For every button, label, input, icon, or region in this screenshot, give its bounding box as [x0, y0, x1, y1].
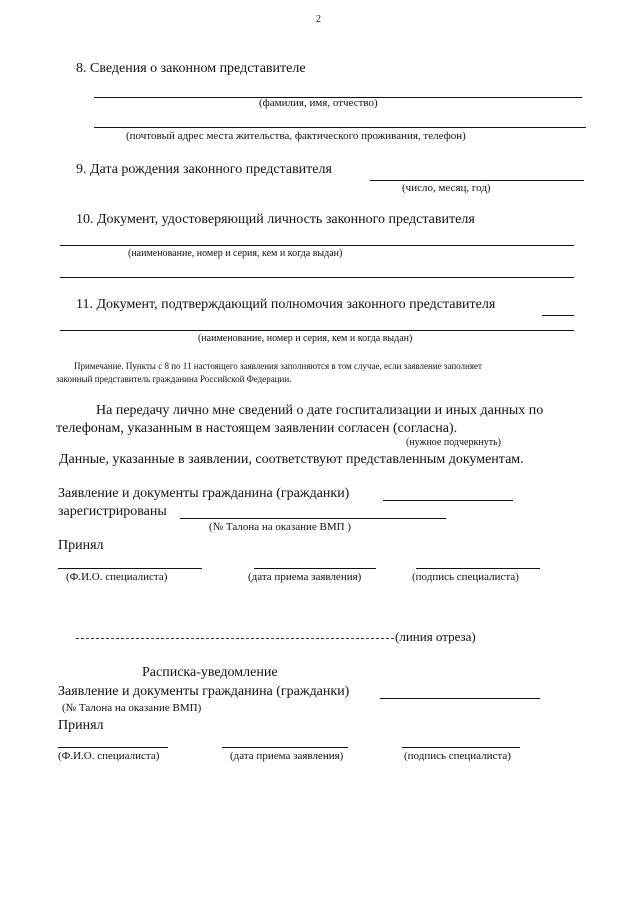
consent-line-1: На передачу лично мне сведений о дате госпитализации и иных данных по: [96, 403, 544, 418]
item8-address-caption: (почтовый адрес места жительства, фактического проживания, телефон): [126, 130, 466, 142]
receipt-fio-line[interactable]: [58, 747, 168, 748]
receipt-date-caption: (дата приема заявления): [230, 750, 344, 762]
registration-accepted: Принял: [58, 538, 104, 553]
cut-dashed-line: [76, 638, 394, 639]
item11-title: 11. Документ, подтверждающий полномочия законного представителя: [76, 297, 496, 312]
receipt-accepted: Принял: [58, 718, 104, 733]
consent-hint: (нужное подчеркнуть): [406, 437, 501, 448]
note-line-2: законный представитель гражданина Российской Федерации.: [56, 374, 292, 384]
item8-title: 8. Сведения о законном представителе: [76, 61, 306, 76]
item8-name-caption: (фамилия, имя, отчество): [259, 97, 378, 109]
registration-line-2: зарегистрированы: [58, 504, 167, 519]
registration-fio-line[interactable]: [58, 568, 202, 569]
receipt-talon-caption: (№ Талона на оказание ВМП): [62, 702, 202, 714]
receipt-citizen-line[interactable]: [380, 698, 540, 699]
item8-address-line[interactable]: [94, 127, 586, 128]
registration-fio-caption: (Ф.И.О. специалиста): [66, 571, 168, 583]
consent-line-2: телефонам, указанным в настоящем заявлении согласен (согласна).: [56, 421, 458, 436]
receipt-fio-caption: (Ф.И.О. специалиста): [58, 750, 160, 762]
registration-line-1: Заявление и документы гражданина (гражданки): [58, 486, 350, 501]
cut-line-label: (линия отреза): [395, 629, 476, 644]
registration-sign-line[interactable]: [416, 568, 540, 569]
item11-doc-line[interactable]: [60, 330, 574, 331]
item9-title: 9. Дата рождения законного представителя: [76, 162, 332, 177]
registration-date-caption: (дата приема заявления): [248, 571, 362, 583]
item11-doc-line-short[interactable]: [542, 315, 574, 316]
receipt-sign-line[interactable]: [402, 747, 520, 748]
receipt-title: Расписка-уведомление: [142, 665, 278, 680]
registration-talon-caption: (№ Талона на оказание ВМП ): [209, 521, 352, 533]
item9-date-caption: (число, месяц, год): [402, 182, 491, 194]
registration-citizen-line[interactable]: [383, 500, 513, 501]
item10-doc-caption: (наименование, номер и серия, кем и когда выдан): [128, 248, 343, 259]
registration-talon-line[interactable]: [180, 518, 446, 519]
item11-doc-caption: (наименование, номер и серия, кем и когда выдан): [198, 333, 413, 344]
receipt-date-line[interactable]: [222, 747, 348, 748]
item10-title: 10. Документ, удостоверяющий личность законного представителя: [76, 212, 475, 227]
consent-line-3: Данные, указанные в заявлении, соответствуют представленным документам.: [59, 452, 524, 467]
receipt-sign-caption: (подпись специалиста): [404, 750, 511, 762]
registration-date-line[interactable]: [254, 568, 376, 569]
registration-sign-caption: (подпись специалиста): [412, 571, 519, 583]
item10-doc-line[interactable]: [60, 245, 574, 246]
item10-doc-line-2[interactable]: [60, 277, 574, 278]
receipt-line-1: Заявление и документы гражданина (гражданки): [58, 684, 350, 699]
page-number: 2: [316, 14, 321, 25]
item9-date-line[interactable]: [370, 180, 584, 181]
note-line-1: Примечание. Пункты с 8 по 11 настоящего заявления заполняются в том случае, если заявление заполняет: [74, 361, 482, 371]
